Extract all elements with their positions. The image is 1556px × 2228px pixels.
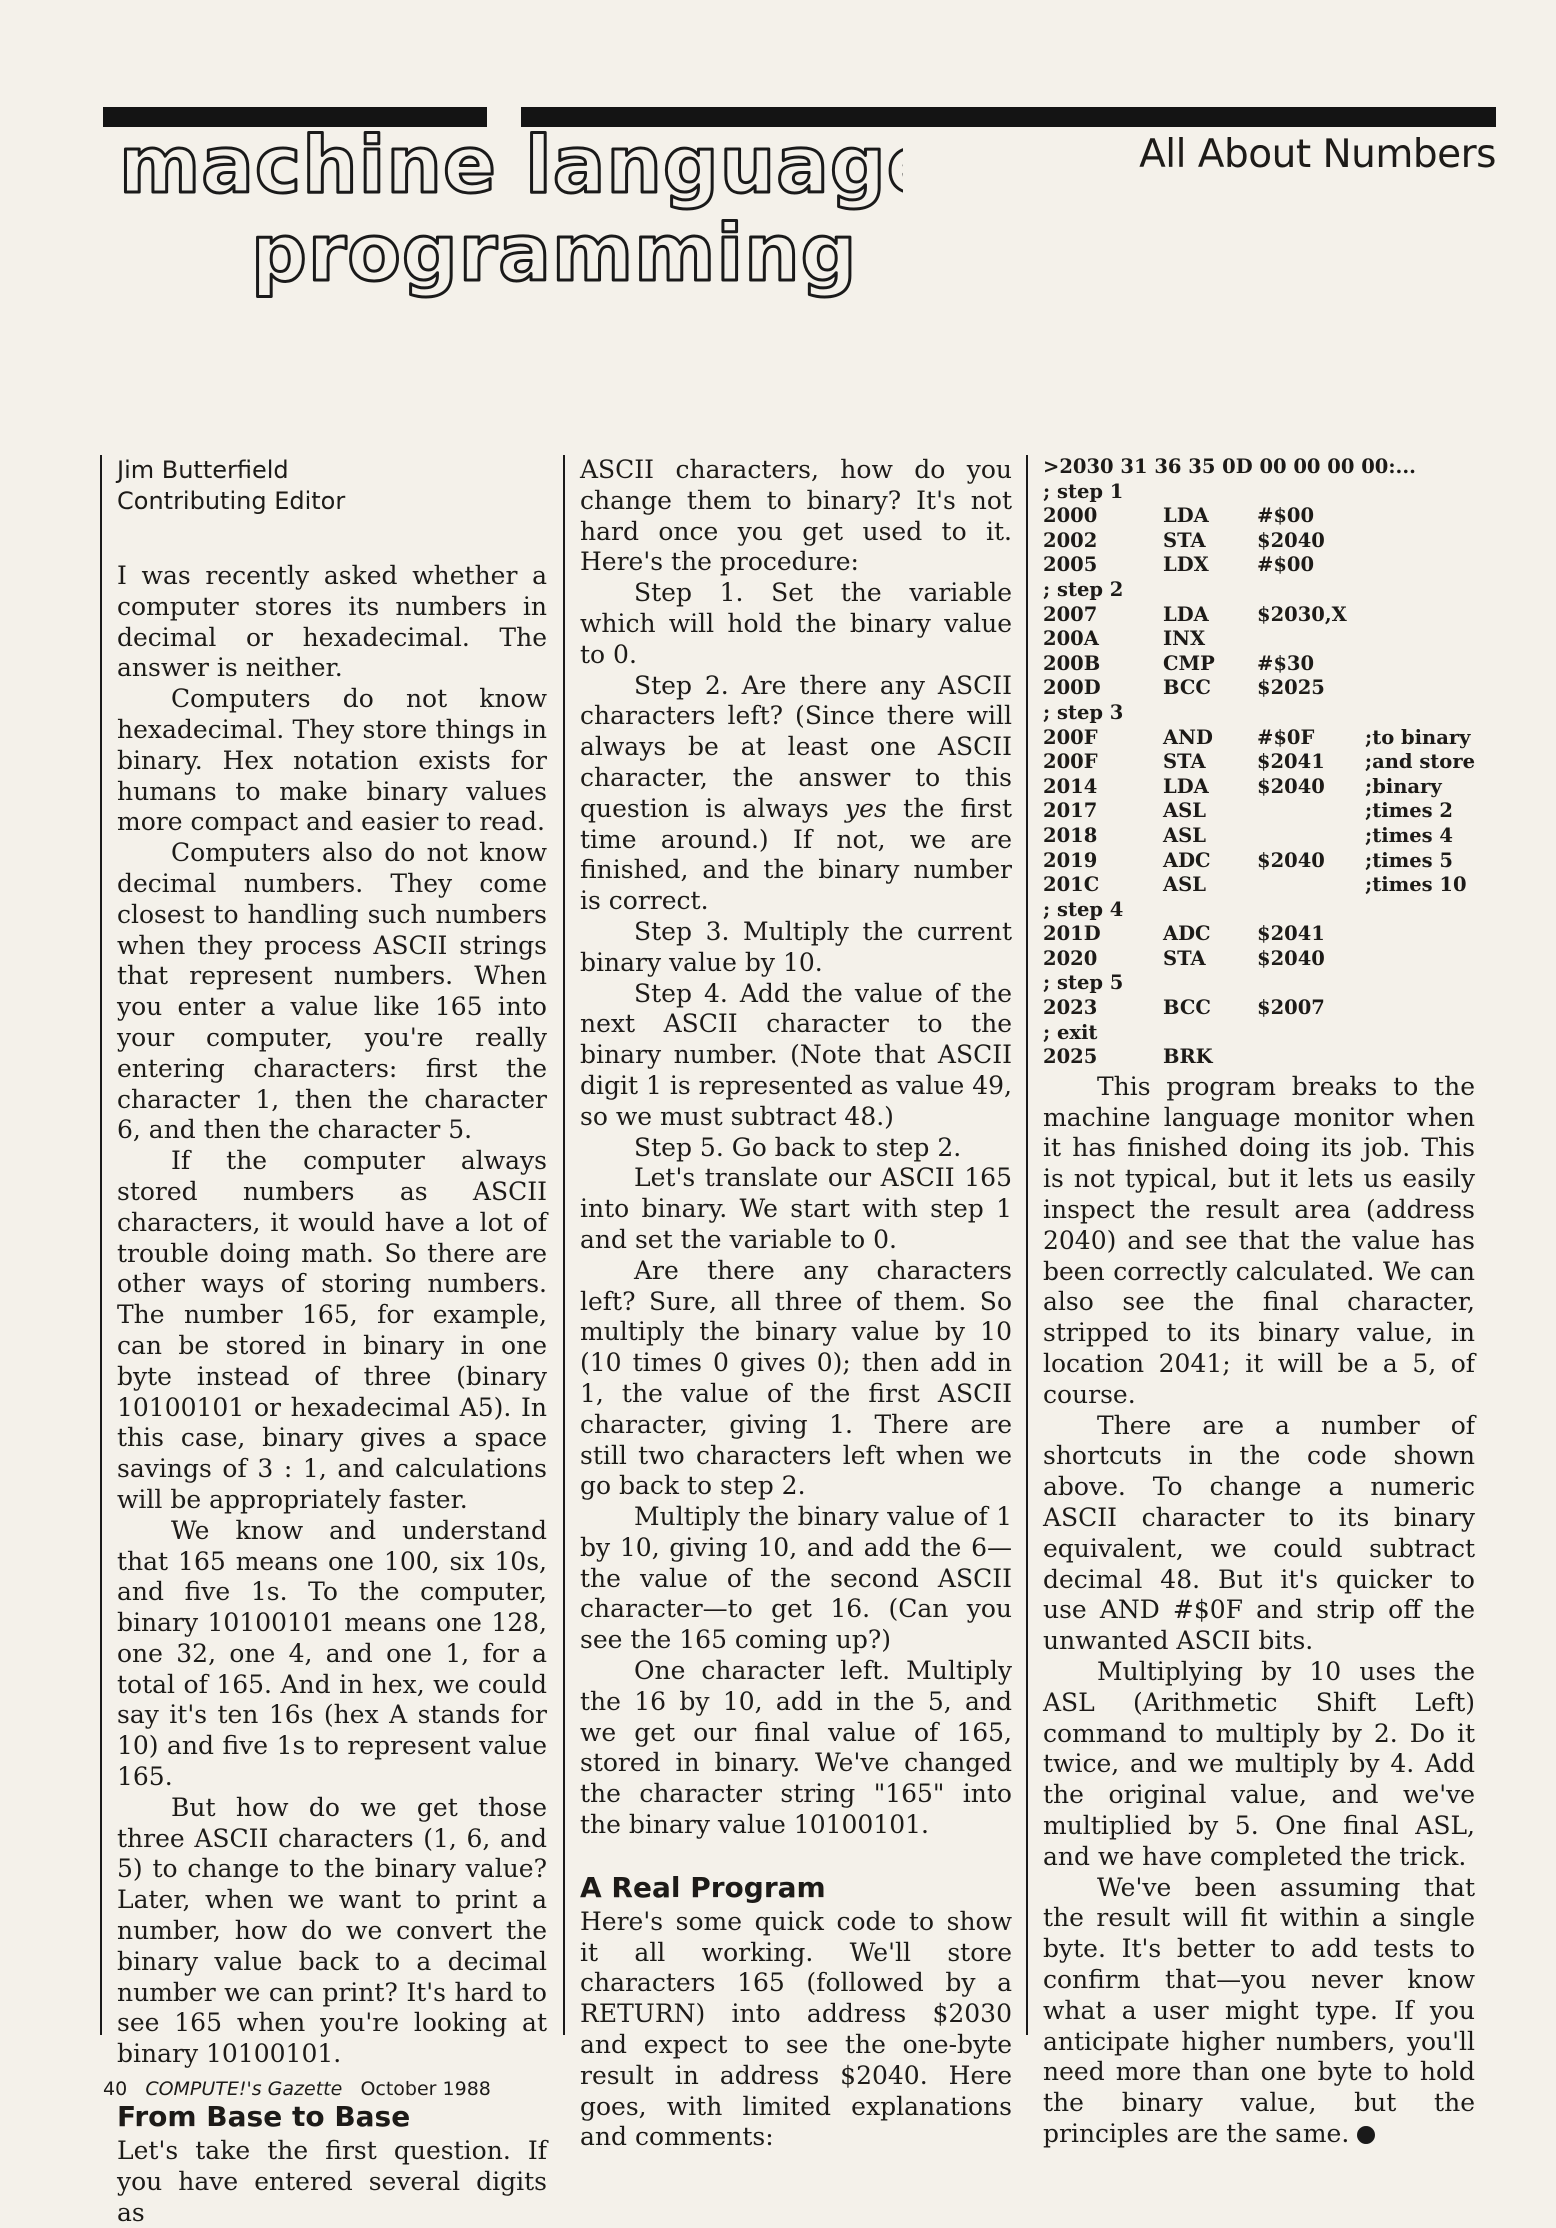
masthead-logo — [103, 118, 903, 318]
listing-line — [1043, 726, 1475, 751]
listing-line — [1043, 1045, 1475, 1070]
listing-comment-text: ; step 5 — [1043, 971, 1124, 995]
step-2 — [580, 671, 1012, 917]
paragraph: Let's translate our ASCII 165 into binary. We start with step 1 and set the variable to 0. — [580, 1163, 1012, 1254]
listing-comment: ;times 10 — [1365, 873, 1467, 897]
listing-comment-text: ; step 4 — [1043, 897, 1124, 921]
listing-operand: $2041 — [1257, 922, 1325, 946]
listing-mnemonic: LDA — [1163, 602, 1209, 626]
listing-operand: $2041 — [1256, 750, 1325, 774]
listing-address: 2018 — [1043, 823, 1098, 847]
end-mark-icon — [1357, 2126, 1375, 2144]
listing-operand: $2007 — [1257, 996, 1325, 1020]
masthead-line2: programming — [251, 209, 858, 299]
paragraph: Multiply the binary value of 1 by 10, giving 10, and add the 6—the value of the second ASCII character—to get 16. (Can you see the 165 coming up?) — [580, 1502, 1012, 1655]
listing-line — [1043, 873, 1475, 898]
paragraph: ASCII characters, how do you change them to binary? It's not hard once you get used to it. Here's the procedure: — [580, 455, 1012, 577]
paragraph: Are there any characters left? Sure, all three of them. So multiply the binary value by 10 (10 times 0 gives 0); then add in 1, the value of the first ASCII character, giving 1. There are still two characters left when we go back to step 2. — [580, 1255, 1012, 1501]
final-paragraph-text: We've been assuming that the result will fit within a single byte. It's better to add tests to confirm that—you never know what a user might type. If you anticipate higher numbers, you'll need more than one byte to hold the binary value, but the principles are the same. — [1043, 1872, 1475, 2148]
paragraph: Multiplying by 10 uses the ASL (Arithmetic Shift Left) command to multiply by 2. Do it twice, and we multiply by 4. Add the original value, and we've multiplied by 5. One final ASL, and we have completed the trick. — [1043, 1656, 1475, 1871]
listing-mnemonic: ADC — [1163, 922, 1211, 946]
listing-line — [1043, 922, 1475, 947]
column-masthead — [103, 118, 903, 318]
listing-comment — [1043, 701, 1475, 726]
listing-address: 2020 — [1043, 946, 1098, 970]
paragraph: We know and understand that 165 means one 100, six 10s, and five 1s. To the computer, binary 10100101 means one 128, one 32, one 4, and one 1, for a total of 165. And in hex, we could say it's ten 16s (hex A stands for 10) and five 1s to represent value 165. — [117, 1515, 547, 1792]
listing-mnemonic: AND — [1163, 725, 1213, 749]
paragraph: Let's take the first question. If you have entered several digits as — [117, 2136, 547, 2227]
listing-mnemonic: ASL — [1163, 799, 1206, 823]
listing-mnemonic: CMP — [1163, 651, 1215, 675]
listing-operand — [1257, 1045, 1365, 1070]
listing-line — [1043, 947, 1475, 972]
listing-mnemonic: LDA — [1163, 504, 1209, 528]
listing-operand: #$00 — [1257, 504, 1315, 528]
listing-address: 201C — [1043, 873, 1100, 897]
column-rule-3 — [1026, 455, 1028, 2035]
listing-comment: ;times 2 — [1365, 799, 1453, 823]
listing-comment: ;times 5 — [1365, 848, 1453, 872]
listing-operand: #$00 — [1257, 553, 1315, 577]
listing-operand — [1257, 873, 1365, 898]
paragraph: There are a number of shortcuts in the code shown above. To change a numeric ASCII character to its binary equivalent, we could subtract decimal 48. But it's quicker to use AND #$0F and strip off the unwanted ASCII bits. — [1043, 1410, 1475, 1656]
author-role: Contributing Editor — [117, 487, 346, 515]
listing-mnemonic: LDX — [1163, 553, 1209, 577]
column-2 — [580, 455, 1012, 2153]
listing-line — [1043, 775, 1475, 800]
listing-mnemonic: BCC — [1163, 676, 1211, 700]
listing-operand: $2030,X — [1257, 602, 1347, 626]
listing-address: 2025 — [1043, 1045, 1098, 1069]
issue-date: October 1988 — [360, 2078, 491, 2100]
listing-header: >2030 31 36 35 0D 00 00 00 00:... — [1043, 455, 1416, 478]
subheading-base-to-base: From Base to Base — [117, 2100, 411, 2134]
listing-address: 200B — [1043, 651, 1101, 675]
listing-mnemonic: BCC — [1163, 996, 1211, 1020]
paragraph: Computers also do not know decimal numbers. They come closest to handling such numbers when they process ASCII strings that represent numbers. When you enter a value like 165 into your computer, you're really entering characters: first the character 1, then the character 6, and then the character 5. — [117, 838, 547, 1145]
column-rule-1 — [100, 455, 102, 2035]
listing-operand: $2040 — [1257, 528, 1325, 552]
listing-line — [1043, 824, 1475, 849]
author-name: Jim Butterfield — [117, 456, 289, 484]
listing-comment — [1043, 898, 1475, 923]
step-3: Step 3. Multiply the current binary value by 10. — [580, 916, 1012, 977]
listing-comment-text: ; step 1 — [1043, 479, 1124, 503]
listing-operand: #$0F — [1257, 725, 1315, 749]
masthead-line1: machine language — [119, 121, 903, 211]
listing-address: 200D — [1043, 676, 1101, 700]
listing-comment-text: ; step 3 — [1043, 700, 1124, 724]
page-footer — [103, 2078, 491, 2100]
column-1 — [117, 455, 547, 2228]
listing-address: 2007 — [1043, 602, 1098, 626]
listing-comment: ;to binary — [1365, 725, 1471, 749]
listing-operand: $2025 — [1257, 676, 1325, 700]
publication-name: COMPUTE!'s Gazette — [145, 2078, 343, 2100]
byline — [117, 455, 547, 517]
listing-address: 2017 — [1043, 799, 1098, 823]
listing-address: 200F — [1043, 750, 1098, 774]
paragraph: Here's some quick code to show it all working. We'll store characters 165 (followed by a RETURN) into address $2030 and expect to see the one-byte result in address $2040. Here goes, with limited explanations and comments: — [580, 1906, 1012, 2152]
listing-address: 2014 — [1043, 774, 1098, 798]
listing-comment: ;times 4 — [1365, 823, 1453, 847]
program-listing — [1043, 455, 1475, 1070]
listing-mnemonic: ADC — [1163, 848, 1211, 872]
column-3 — [1043, 455, 1475, 2150]
step-2-emphasis: yes — [845, 793, 887, 823]
step-2-text-a: Step 2. Are there any ASCII characters left? (Since there will always be at least one ASCII character, the answer to this question is always — [580, 670, 1012, 823]
listing-operand: $2040 — [1257, 848, 1325, 872]
listing-comment: ;binary — [1365, 774, 1442, 798]
paragraph-final — [1043, 1873, 1475, 2150]
listing-line — [1043, 553, 1475, 578]
listing-line — [1043, 603, 1475, 628]
listing-operand — [1257, 824, 1365, 849]
listing-mnemonic: STA — [1163, 946, 1206, 970]
listing-address: 2000 — [1043, 504, 1098, 528]
paragraph: I was recently asked whether a computer stores its numbers in decimal or hexadecimal. The answer is neither. — [117, 561, 547, 683]
listing-operand: $2040 — [1257, 946, 1325, 970]
listing-address: 201D — [1043, 922, 1101, 946]
listing-line — [1043, 627, 1475, 652]
listing-mnemonic: BRK — [1163, 1045, 1213, 1069]
listing-line — [1043, 652, 1475, 677]
listing-comment — [1043, 578, 1475, 603]
step-2-text-b: the first time around.) If not, we are finished, and the binary number is correct. — [580, 793, 1012, 916]
listing-address: 2023 — [1043, 996, 1098, 1020]
listing-mnemonic: LDA — [1163, 774, 1209, 798]
listing-line — [1043, 799, 1475, 824]
paragraph: Computers do not know hexadecimal. They store things in binary. Hex notation exists for humans to make binary values more compact and easier to read. — [117, 684, 547, 837]
listing-mnemonic: ASL — [1163, 873, 1206, 897]
listing-line — [1043, 996, 1475, 1021]
step-1: Step 1. Set the variable which will hold the binary value to 0. — [580, 578, 1012, 669]
listing-line — [1043, 504, 1475, 529]
listing-line — [1043, 750, 1475, 775]
listing-address: 200A — [1043, 627, 1099, 651]
listing-operand: $2040 — [1257, 774, 1325, 798]
listing-line — [1043, 849, 1475, 874]
listing-operand — [1257, 627, 1365, 652]
listing-address: 2019 — [1043, 848, 1098, 872]
listing-mnemonic: STA — [1163, 528, 1206, 552]
listing-comment — [1043, 480, 1475, 505]
listing-operand — [1257, 799, 1365, 824]
listing-mnemonic: STA — [1162, 750, 1206, 774]
column-rule-2 — [563, 455, 565, 2035]
listing-comment: ;and store — [1364, 750, 1475, 774]
listing-line — [1043, 529, 1475, 554]
listing-mnemonic: INX — [1163, 627, 1206, 651]
paragraph: This program breaks to the machine language monitor when it has finished doing its job. This is not typical, but it lets us easily inspect the result area (address 2040) and see that the value has been correctly calculated. We can also see the final character, stripped to its binary value, in location 2041; it will be a 5, of course. — [1043, 1071, 1475, 1409]
listing-operand: #$30 — [1257, 651, 1315, 675]
listing-address: 2002 — [1043, 528, 1098, 552]
listing-comment — [1043, 1021, 1475, 1046]
step-4: Step 4. Add the value of the next ASCII character to the binary number. (Note that ASCII digit 1 is represented as value 49, so we must subtract 48.) — [580, 978, 1012, 1131]
listing-comment — [1043, 971, 1475, 996]
listing-line — [1043, 676, 1475, 701]
listing-address: 200F — [1043, 725, 1098, 749]
listing-comment-text: ; exit — [1043, 1020, 1098, 1044]
listing-address: 2005 — [1043, 553, 1098, 577]
subheading-real-program: A Real Program — [580, 1870, 826, 1904]
paragraph: One character left. Multiply the 16 by 10, add in the 5, and we get our final value of 165, stored in binary. We've changed the character string "165" into the binary value 10100101. — [580, 1656, 1012, 1840]
article-title: All About Numbers — [1139, 132, 1496, 177]
paragraph: But how do we get those three ASCII characters (1, 6, and 5) to change to the binary value? Later, when we want to print a number, how do we convert the binary value back to a decimal number we can print? It's hard to see 165 when you're looking at binary 10100101. — [117, 1792, 547, 2069]
listing-mnemonic: ASL — [1163, 823, 1206, 847]
paragraph: If the computer always stored numbers as ASCII characters, it would have a lot of trouble doing math. So there are other ways of storing numbers. The number 165, for example, can be stored in binary in one byte instead of three (binary 10100101 or hexadecimal A5). In this case, binary gives a space savings of 3 : 1, and calculations will be appropriately faster. — [117, 1146, 547, 1514]
step-5: Step 5. Go back to step 2. — [634, 1132, 962, 1162]
listing-comment-text: ; step 2 — [1043, 577, 1124, 601]
page-number: 40 — [103, 2078, 128, 2100]
